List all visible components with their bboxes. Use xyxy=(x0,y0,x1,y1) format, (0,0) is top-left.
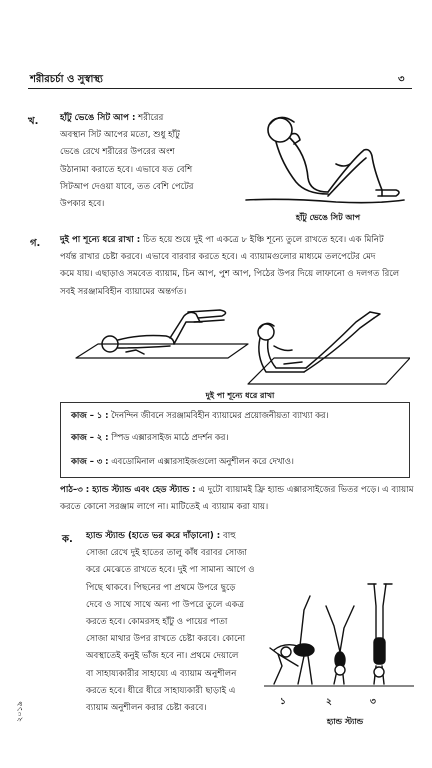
handstand-line-1: বাহু xyxy=(222,531,236,541)
task-row-1 xyxy=(71,409,329,423)
task-2-label: কাজ – ২ : xyxy=(71,432,109,442)
task-3-text: এবডোমিনাল এক্সারসাইজগুলো অনুশীলন করে দেখাও। xyxy=(111,456,294,466)
task-1-text: দৈনন্দিন জীবনে সরঞ্জামবিহীন ব্যায়ামের প্রয়োজনীয়তা ব্যাখ্যা কর। xyxy=(111,410,329,420)
task-row-2 xyxy=(71,431,228,445)
kha-line-3: ভেঙে রেখে শরীরের উপরের অংশ xyxy=(60,147,175,158)
item-number-ga: গ. xyxy=(30,238,41,249)
figure-number-3: ৩ xyxy=(370,697,376,707)
handstand-heading: হ্যান্ড স্ট্যান্ড (হাতে ভর করে দাঁড়ানো) : xyxy=(86,531,221,541)
kha-line-6: উপকার হবে। xyxy=(60,199,105,210)
handstand-line-10: করতে হবে। ধীরে ধীরে সাহায্যকারী ছাড়াই এ xyxy=(86,685,236,696)
handstand-line-7: সোজা মাথার উপর রাখতে চেষ্টা করবে। কোনো xyxy=(86,634,246,645)
kha-line-5: সিটআপ দেওয়া যাবে, তত বেশি পেটের xyxy=(60,181,194,192)
handstand-line-2: সোজা রেখে দুই হাতের তালু কাঁধ বরাবর সোজা xyxy=(86,548,247,559)
figure-number-1: ১ xyxy=(280,697,286,707)
lesson-line-2: করতে কোনো সরঞ্জাম লাগে না। মাটিতেই এ ব্যায়াম করা যায়। xyxy=(60,502,269,513)
figure-number-2: ২ xyxy=(326,697,332,707)
ga-heading: দুই পা শূন্যে ধরে রাখা : xyxy=(60,235,141,245)
handstand-line-8: অবস্থাতেই কনুই ভাঁজ হবে না। প্রথমে দেয়ালে xyxy=(86,651,239,662)
handstand-line-11: ব্যায়াম অনুশীলন করার চেষ্টা করবে। xyxy=(86,703,207,714)
task-2-text: স্পিড এক্সারসাইজ মাঠে প্রদর্শন কর। xyxy=(111,432,229,442)
kha-paragraph xyxy=(60,110,236,213)
kha-figure-caption: হাঁটু ভেঙে সিট আপ xyxy=(295,213,361,222)
knee-bent-situp-illustration xyxy=(236,104,412,214)
lesson-3-title: পাঠ–৩ : হ্যান্ড স্ট্যান্ড এবং হেড স্ট্যান্ড : xyxy=(60,485,196,495)
handstand-line-5: দেবে ও সাথে সাথে অন্য পা উপরে তুলে একত্র xyxy=(86,599,245,610)
header-rule xyxy=(28,88,412,89)
handstand-line-4: পিছে থাকবে। পিছনের পা প্রথমে উপরে ছুড়ে xyxy=(86,582,236,593)
ga-line-2: পর্যন্ত রাখার চেষ্টা করবে। এভাবে বারবার করতে হবে। এ ব্যায়ামগুলোর মাধ্যমে তলপেটের মেদ xyxy=(60,252,376,263)
lesson-line-1: এ দুটো ব্যায়ামই ফ্রি হ্যান্ড এক্সারসাইজের ভিতর পড়ে। এ ব্যায়াম xyxy=(198,485,414,495)
handstand-sequence-illustration xyxy=(264,566,414,690)
item-number-kha: খ. xyxy=(28,116,39,127)
ga-paragraph xyxy=(60,232,416,301)
task-row-3 xyxy=(71,455,294,469)
running-header-title: শরীরচর্চা ও সুস্বাস্থ্য xyxy=(30,74,103,85)
handstand-line-3: করে মেঝেতে রাখতে হবে। দুই পা সামান্য আগে ও xyxy=(86,565,255,576)
handstand-line-6: করতে হবে। কোমরসহ হাঁটু ও পায়ের পাতা xyxy=(86,617,228,628)
task-3-label: কাজ – ৩ : xyxy=(71,456,109,466)
handstand-figure-caption: হ্যান্ড স্ট্যান্ড xyxy=(326,717,364,726)
ga-line-1: চিত হয়ে শুয়ে দুই পা একত্রে ৮ ইঞ্চি শূন্যে তুলে রাখতে হবে। এক মিনিট xyxy=(142,235,384,245)
item-number-ka: ক. xyxy=(62,534,73,545)
ga-figure-caption: দুই পা শূন্যে ধরে রাখা xyxy=(205,391,275,400)
kha-line-2: অবস্থান সিট আপের মতো, শুধু হাঁটু xyxy=(60,130,180,141)
side-year-number: ২০১৯ xyxy=(15,701,24,722)
kha-line-4: উঠানামা করাতে হবে। এভাবে যত বেশি xyxy=(60,164,193,175)
ga-line-3: কমে যায়। এছাড়াও সমবেত ব্যায়াম, চিন আপ, পুশ আপ, পিঠের উপর দিয়ে লাফানো ও দলগত রিলে xyxy=(60,269,400,280)
handstand-line-9: বা সাহায্যকারীর সাহায্যে এ ব্যায়াম অনুশীলন xyxy=(86,668,237,679)
leg-raise-illustration xyxy=(70,300,410,388)
kha-line-1: শরীরের xyxy=(138,113,164,123)
lesson-3-paragraph xyxy=(60,482,416,516)
kha-heading: হাঁটু ভেঙে সিট আপ : xyxy=(60,113,136,123)
page-number: ৩ xyxy=(398,74,405,85)
tasks-box xyxy=(60,402,410,478)
task-1-label: কাজ – ১ : xyxy=(71,410,109,420)
ga-line-4: সবই সরঞ্জামবিহীন ব্যায়ামের অন্তর্গত। xyxy=(60,286,187,297)
handstand-paragraph xyxy=(86,528,266,717)
